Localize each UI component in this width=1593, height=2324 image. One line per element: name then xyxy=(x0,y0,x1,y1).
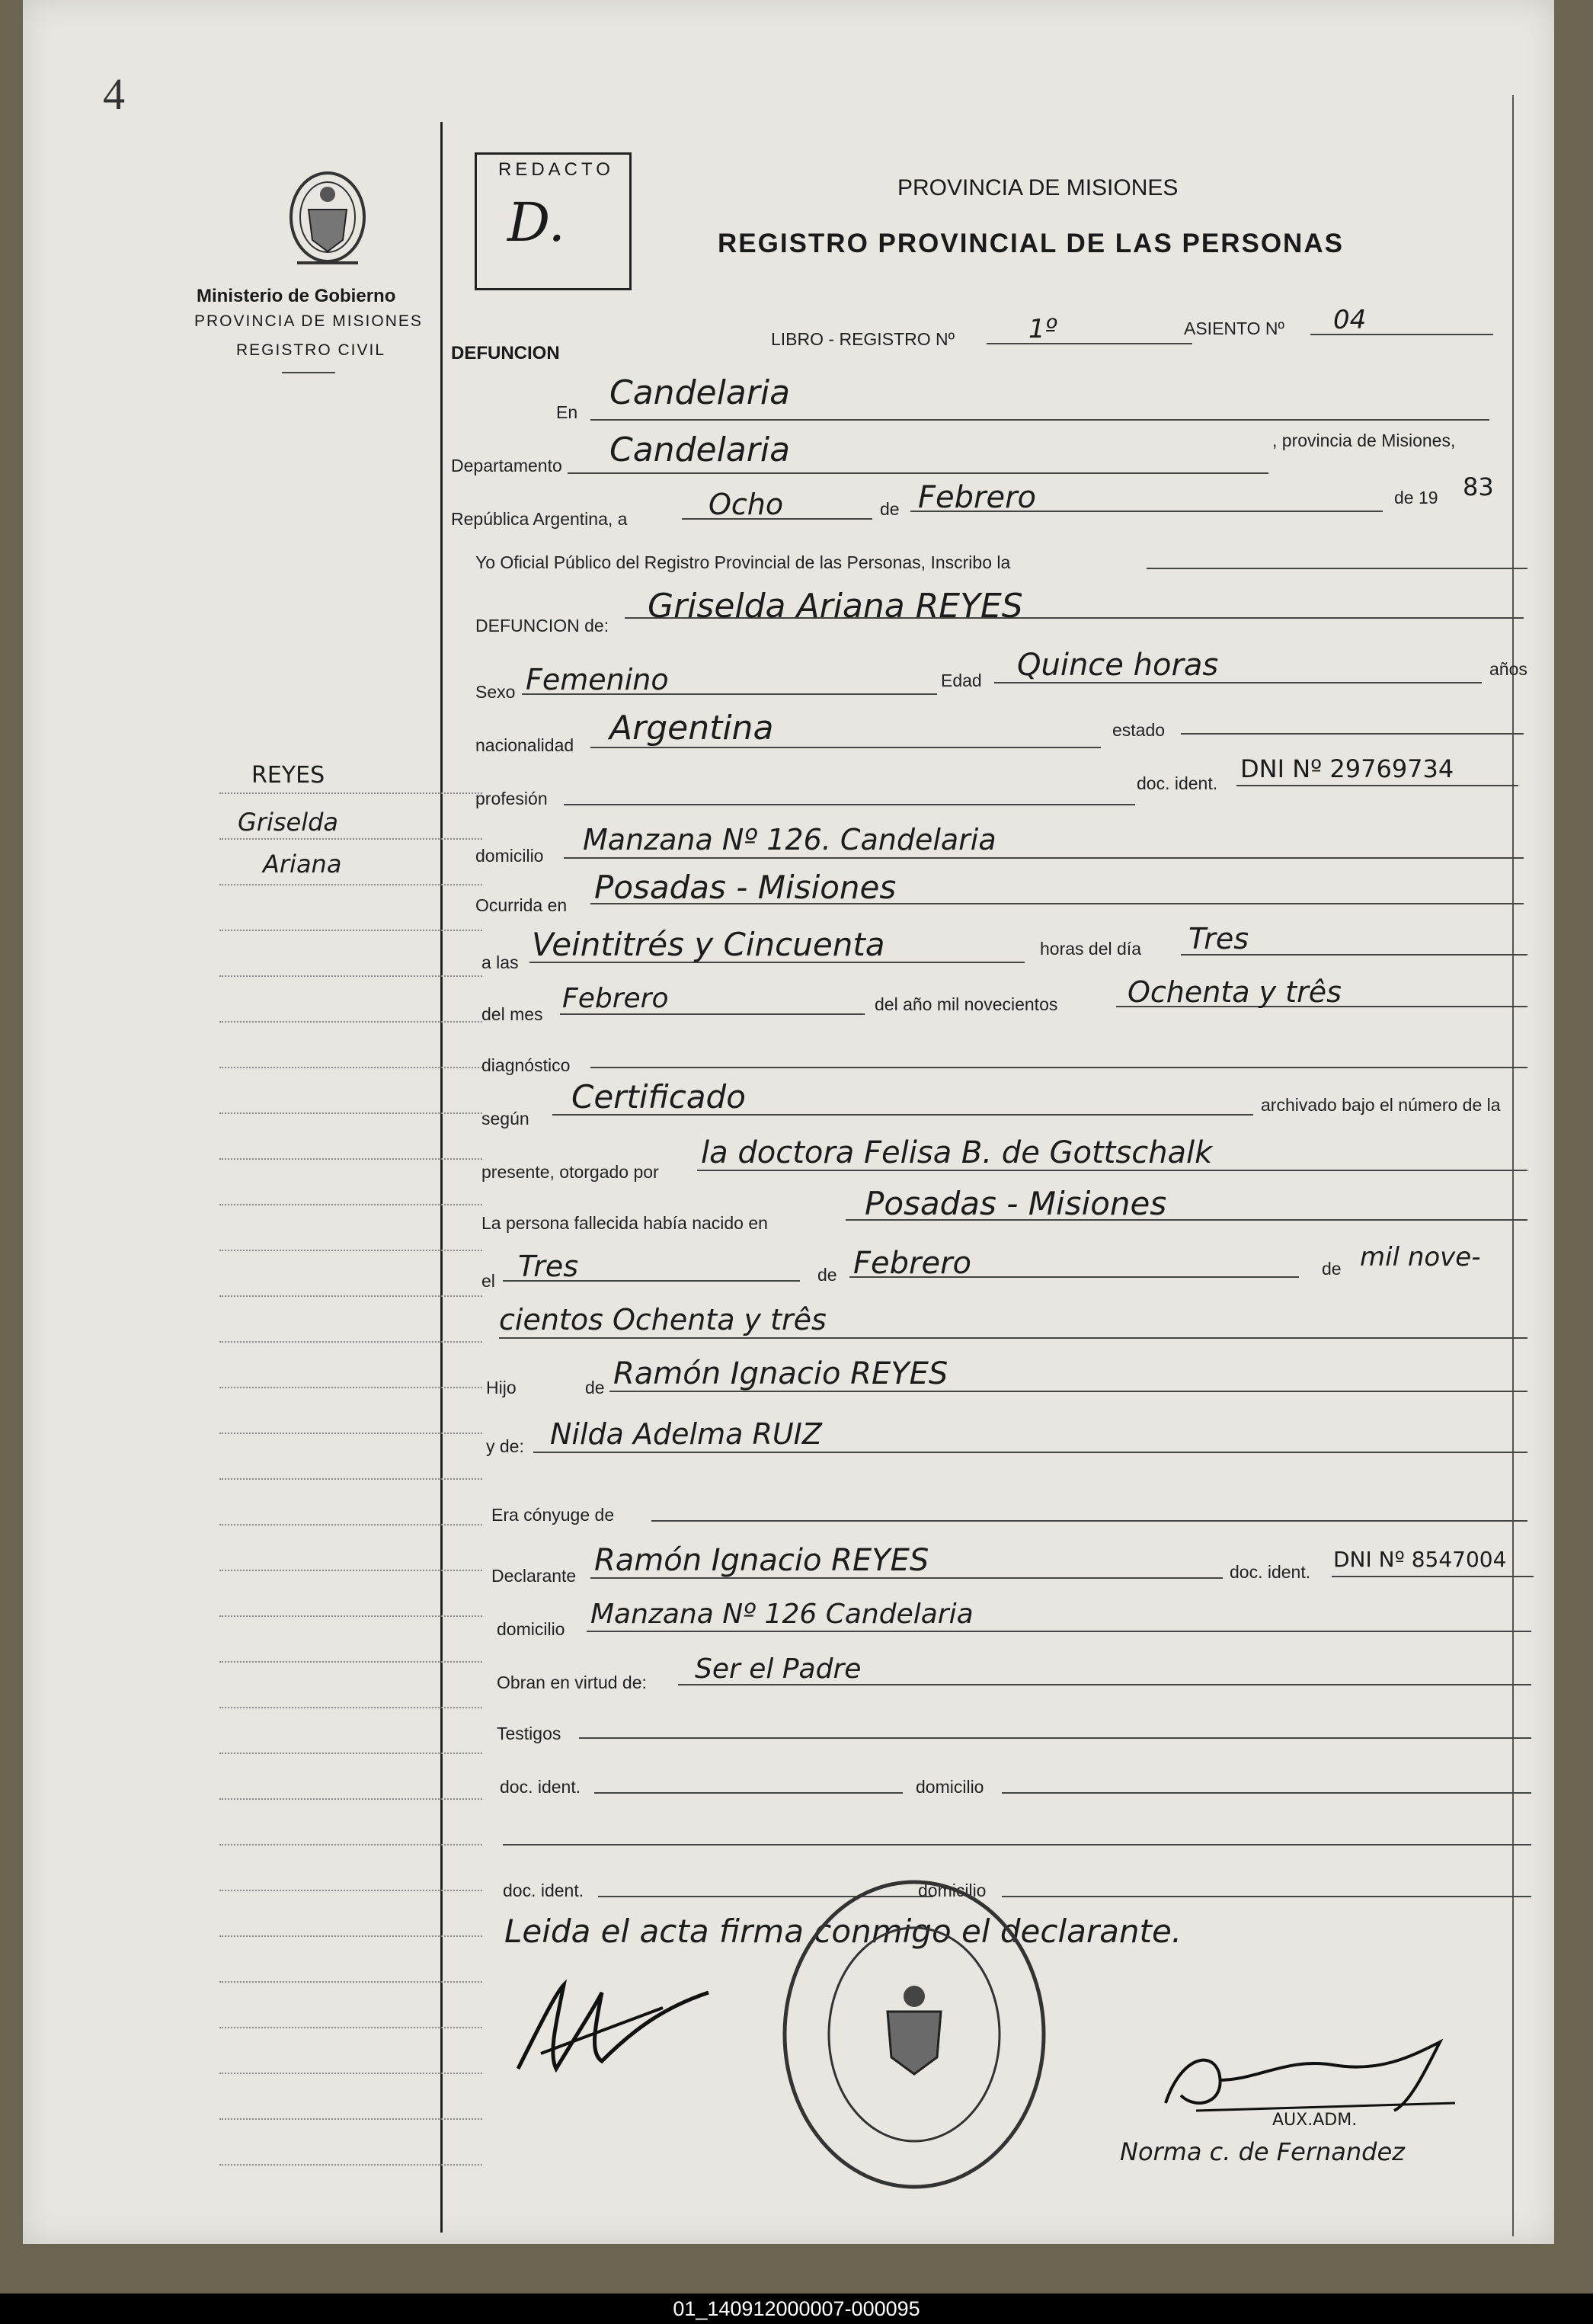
de-nac-label: de xyxy=(817,1265,837,1285)
official-seal-icon xyxy=(777,1874,1051,2194)
testigo-1-domicilio-line xyxy=(1002,1792,1531,1794)
dia-value: Ocho xyxy=(709,488,784,521)
padre-value: Ramón Ignacio REYES xyxy=(613,1356,948,1391)
margin-line xyxy=(219,1890,482,1891)
margin-line xyxy=(219,1067,482,1068)
del-mes-label: del mes xyxy=(481,1004,543,1024)
anos-label: años xyxy=(1489,659,1527,679)
domicilio-declarante-label: domicilio xyxy=(497,1619,565,1639)
conyuge-label: Era cónyuge de xyxy=(491,1505,615,1525)
ocurrida-label: Ocurrida en xyxy=(475,895,568,915)
nac-mes-value: Febrero xyxy=(853,1246,971,1281)
right-column-rule xyxy=(1512,95,1514,2236)
margin-line xyxy=(219,2118,482,2120)
nac-ano-2-value: cientos Ochenta y três xyxy=(499,1303,827,1336)
yo-label: Yo Oficial Público del Registro Provincial de las Personas, Inscribo la xyxy=(475,552,1011,572)
margin-line xyxy=(219,1661,482,1663)
ministry-registry: REGISTRO CIVIL xyxy=(236,341,386,359)
margin-line xyxy=(219,1798,482,1800)
redacto-value: D. xyxy=(507,191,565,254)
de-ano-label: de xyxy=(1322,1259,1342,1279)
nacido-label: La persona fallecida había nacido en xyxy=(481,1213,768,1233)
page-number: 4 xyxy=(103,69,125,119)
hijo-de-label: de xyxy=(585,1378,605,1397)
margin-line xyxy=(219,1432,482,1434)
margin-line xyxy=(219,1981,482,1983)
testigo-1-doc-line xyxy=(594,1792,903,1794)
coat-of-arms-icon xyxy=(282,164,373,278)
doc-declarante-label: doc. ident. xyxy=(1230,1562,1311,1582)
edad-value: Quince horas xyxy=(1017,648,1219,683)
en-line xyxy=(590,419,1489,421)
document-page xyxy=(23,0,1554,2244)
libro-line xyxy=(987,343,1192,344)
presente-label: presente, otorgado por xyxy=(481,1162,659,1182)
doc-label: doc. ident. xyxy=(1137,773,1218,793)
margin-line xyxy=(219,1250,482,1251)
declarante-value: Ramón Ignacio REYES xyxy=(594,1543,929,1578)
a-las-label: a las xyxy=(481,952,519,972)
margin-line xyxy=(219,1204,482,1205)
horas-dia-label: horas del día xyxy=(1040,939,1141,959)
archivado-label: archivado bajo el número de la xyxy=(1261,1095,1501,1115)
provincia-label: , provincia de Misiones, xyxy=(1272,431,1456,450)
doc-declarante-value: DNI Nº 8547004 xyxy=(1333,1547,1507,1572)
otorgado-value: la doctora Felisa B. de Gottschalk xyxy=(701,1135,1213,1170)
nacionalidad-value: Argentina xyxy=(609,709,774,747)
asiento-line xyxy=(1310,334,1493,335)
domicilio-value: Manzana Nº 126. Candelaria xyxy=(583,823,996,856)
estado-label: estado xyxy=(1112,720,1166,740)
madre-value: Nilda Adelma RUIZ xyxy=(550,1417,822,1451)
margin-line xyxy=(219,1341,482,1343)
official-name: Norma c. de Fernandez xyxy=(1120,2137,1405,2166)
testigos-label: Testigos xyxy=(497,1724,561,1743)
domicilio-label: domicilio xyxy=(475,846,544,866)
ministry-province: PROVINCIA DE MISIONES xyxy=(194,312,423,330)
redacto-label: REDACTO xyxy=(498,159,614,180)
libro-value: 1º xyxy=(1028,314,1057,344)
nacionalidad-label: nacionalidad xyxy=(475,735,574,755)
margin-line xyxy=(219,1524,482,1525)
hijo-label: Hijo xyxy=(486,1378,517,1397)
margin-line xyxy=(219,1387,482,1388)
declarant-signature-icon xyxy=(510,1962,739,2084)
margin-line xyxy=(219,838,482,840)
obran-label: Obran en virtud de: xyxy=(497,1673,647,1692)
margin-line xyxy=(219,1615,482,1617)
ano-value: 83 xyxy=(1463,472,1494,501)
madre-line xyxy=(533,1452,1527,1453)
el-label: el xyxy=(481,1271,495,1291)
doc-value: DNI Nº 29769734 xyxy=(1240,754,1454,783)
registry-title: REGISTRO PROVINCIAL DE LAS PERSONAS xyxy=(718,229,1344,258)
nac-ano-2-line xyxy=(499,1337,1527,1339)
margin-line xyxy=(219,1158,482,1160)
margin-line xyxy=(219,1570,482,1571)
nombre-value: Griselda Ariana REYES xyxy=(648,587,1023,626)
testigo-1-doc-label: doc. ident. xyxy=(500,1777,581,1797)
margin-surname: REYES xyxy=(251,762,325,789)
dia-texto-value: Tres xyxy=(1188,922,1249,956)
asiento-label: ASIENTO Nº xyxy=(1184,319,1284,338)
profesion-label: profesión xyxy=(475,789,548,808)
declarante-label: Declarante xyxy=(491,1566,577,1586)
margin-line xyxy=(219,930,482,931)
margin-line xyxy=(219,792,482,794)
hora-value: Veintitrés y Cincuenta xyxy=(532,926,885,963)
departamento-value: Candelaria xyxy=(609,431,791,469)
margin-line xyxy=(219,1021,482,1023)
nac-dia-value: Tres xyxy=(518,1250,579,1283)
diagnostico-line xyxy=(590,1067,1527,1068)
margin-name-1: Griselda xyxy=(238,808,339,837)
margin-line xyxy=(219,1753,482,1754)
en-value: Candelaria xyxy=(609,373,791,412)
margin-line xyxy=(219,1935,482,1937)
conyuge-line xyxy=(651,1520,1527,1522)
margin-line xyxy=(219,2073,482,2074)
mes-texto-value: Febrero xyxy=(562,983,669,1014)
edad-label: Edad xyxy=(941,671,982,690)
redacto-box xyxy=(475,152,632,290)
libro-label: LIBRO - REGISTRO Nº xyxy=(771,329,955,349)
doc-declarante-line xyxy=(1332,1576,1534,1577)
testigos-line xyxy=(579,1737,1531,1739)
testigo-1-domicilio-label: domicilio xyxy=(916,1777,984,1797)
de19-label: de 19 xyxy=(1394,488,1438,507)
testigo-2-domicilio-line xyxy=(1002,1896,1531,1897)
testigo-2-line xyxy=(503,1844,1531,1845)
doc-line xyxy=(1236,785,1518,786)
testigo-2-domicilio-label: domicilio xyxy=(918,1881,987,1900)
margin-line xyxy=(219,1707,482,1708)
margin-name-2: Ariana xyxy=(263,850,342,879)
departamento-line xyxy=(568,472,1268,474)
margin-line xyxy=(219,1478,482,1480)
del-ano-label: del año mil novecientos xyxy=(875,994,1058,1014)
nacido-value: Posadas - Misiones xyxy=(865,1185,1167,1222)
republica-label: República Argentina, a xyxy=(451,509,628,529)
domicilio-declarante-value: Manzana Nº 126 Candelaria xyxy=(590,1599,974,1630)
margin-line xyxy=(219,2164,482,2166)
margin-line xyxy=(219,1844,482,1845)
domicilio-declarante-line xyxy=(587,1631,1531,1632)
de-label: de xyxy=(880,499,900,519)
obran-value: Ser el Padre xyxy=(695,1653,862,1685)
margin-line xyxy=(219,2027,482,2028)
image-id-footer: 01_140912000007-000095 xyxy=(0,2294,1593,2324)
domicilio-line xyxy=(564,857,1524,859)
margin-line xyxy=(219,1295,482,1297)
ocurrida-value: Posadas - Misiones xyxy=(594,869,897,906)
closing-text: Leida el acta firma conmigo el declarante. xyxy=(504,1913,1182,1950)
sexo-value: Femenino xyxy=(526,663,669,696)
segun-label: según xyxy=(481,1109,529,1128)
ano-texto-value: Ochenta y três xyxy=(1128,975,1342,1009)
sexo-label: Sexo xyxy=(475,682,516,702)
profesion-line xyxy=(564,804,1135,805)
estado-line xyxy=(1181,733,1524,735)
diagnostico-label: diagnóstico xyxy=(481,1055,571,1075)
testigo-2-doc-label: doc. ident. xyxy=(503,1881,584,1900)
ministry-divider xyxy=(282,372,335,373)
margin-line xyxy=(219,1112,482,1114)
en-label: En xyxy=(556,402,578,422)
yo-line xyxy=(1147,568,1527,569)
mes-value: Febrero xyxy=(918,480,1036,515)
margin-line xyxy=(219,975,482,977)
left-column-rule xyxy=(440,122,443,2233)
y-de-label: y de: xyxy=(486,1436,524,1456)
record-type: DEFUNCION xyxy=(451,343,560,363)
asiento-value: 04 xyxy=(1333,305,1367,335)
defuncion-de-label: DEFUNCION de: xyxy=(475,616,609,635)
margin-line xyxy=(219,884,482,885)
aux-title: AUX.ADM. xyxy=(1272,2111,1358,2130)
ministry-name: Ministerio de Gobierno xyxy=(197,286,396,306)
province-title: PROVINCIA DE MISIONES xyxy=(897,175,1179,200)
nac-ano-1-value: mil nove- xyxy=(1360,1242,1481,1272)
departamento-label: Departamento xyxy=(451,456,562,475)
segun-value: Certificado xyxy=(571,1078,746,1116)
